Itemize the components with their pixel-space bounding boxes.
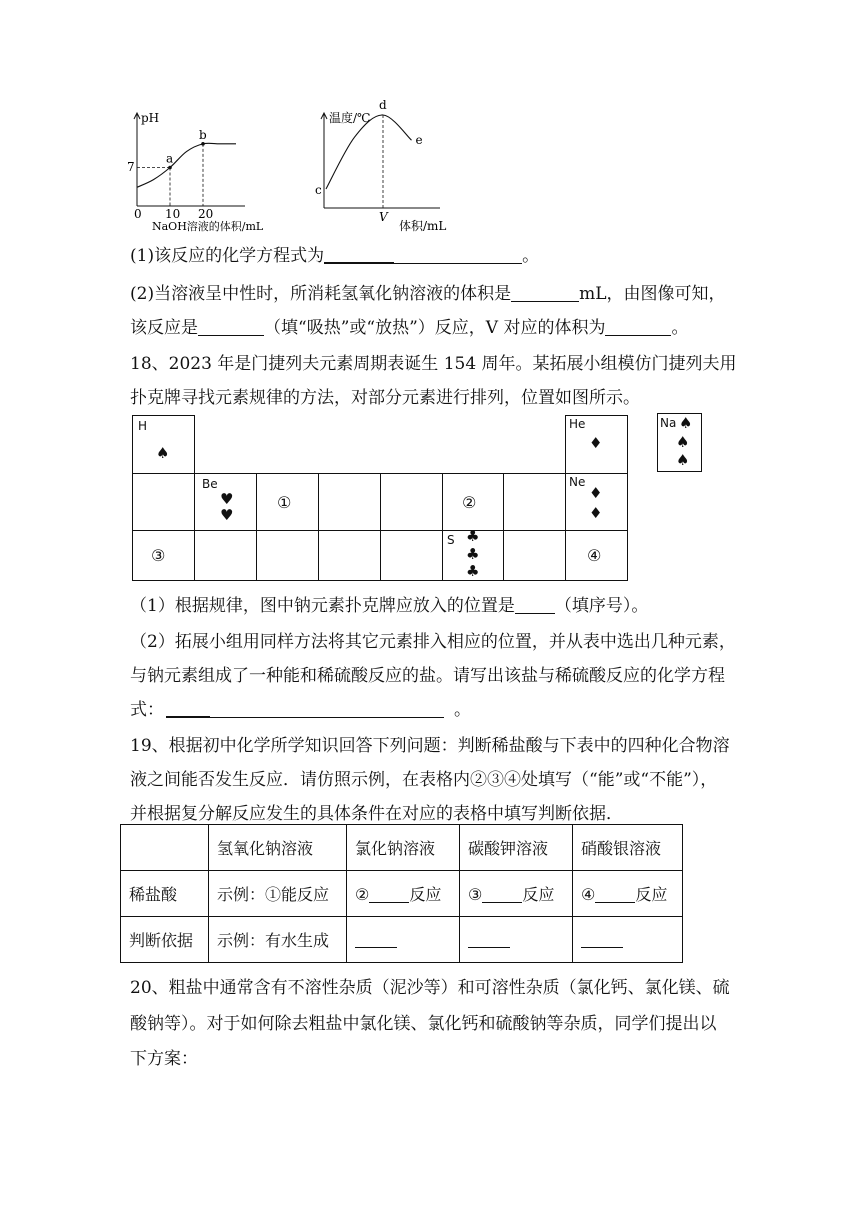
cell-position-3 xyxy=(132,530,195,581)
temp-x-label: 体积/mL xyxy=(399,219,447,233)
basis-cell-2 xyxy=(347,917,460,963)
cell-r2-c5 xyxy=(380,473,443,531)
answer-blank-2[interactable] xyxy=(369,902,409,903)
ph-point-label-a: a xyxy=(166,151,174,166)
symbol-na: Na xyxy=(660,416,677,430)
club-icon: ♣ xyxy=(466,562,480,580)
header-cell: 氢氧化钠溶液 xyxy=(209,825,347,871)
ph-point-a xyxy=(168,166,172,170)
basis-blank-4[interactable] xyxy=(581,947,623,948)
temp-y-label: 温度/℃ xyxy=(329,111,371,125)
card-helium xyxy=(565,415,628,474)
ph-chart xyxy=(125,108,295,233)
spade-icon: ♠ xyxy=(679,414,693,432)
q18-equation-blank-a[interactable] xyxy=(166,716,210,718)
q17-answer-blank-1b[interactable] xyxy=(394,263,522,264)
header-cell-empty xyxy=(121,825,209,871)
ph-x-label: NaOH溶液的体积/mL xyxy=(152,220,264,233)
q18-position-blank[interactable] xyxy=(515,613,555,614)
header-cell: 碳酸钾溶液 xyxy=(460,825,573,871)
example-cell: 示例：①能反应 xyxy=(209,871,347,917)
q17-v-blank[interactable] xyxy=(605,335,671,336)
table-row xyxy=(121,917,683,963)
header-cell: 氯化钠溶液 xyxy=(347,825,460,871)
position-marker-3: ③ xyxy=(151,546,166,565)
q17-volume-blank[interactable] xyxy=(511,301,579,302)
cell-r2-c1 xyxy=(132,473,195,531)
q17-part2-line1: (2)当溶液呈中性时，所消耗氢氧化钠溶液的体积是 mL，由图像可知， xyxy=(130,284,726,304)
ph-point-b xyxy=(201,142,205,146)
card-sodium xyxy=(657,413,702,472)
q17-heat-blank[interactable] xyxy=(198,335,264,336)
q19-intro-line2: 液之间能否发生反应．请仿照示例，在表格内②③④处填写（“能”或“不能”）， xyxy=(130,770,718,790)
symbol-ne: Ne xyxy=(569,475,586,489)
ph-point-label-b: b xyxy=(199,127,207,142)
temp-x-tick-v: V xyxy=(379,210,388,224)
q18-equation-blank-b[interactable] xyxy=(210,717,444,718)
position-marker-2: ② xyxy=(462,493,477,512)
header-cell: 硝酸银溶液 xyxy=(573,825,683,871)
position-marker-4: ④ xyxy=(587,546,602,565)
spade-icon: ♠ xyxy=(156,444,170,462)
heart-icon: ♥ xyxy=(220,506,234,524)
example-cell: 示例：有水生成 xyxy=(209,917,347,963)
q20-line1: 20、粗盐中通常含有不溶性杂质（泥沙等）和可溶性杂质（氯化钙、氯化镁、硫 xyxy=(130,978,730,998)
q18-part2-line3: 式： 。 xyxy=(130,700,471,720)
basis-blank-3[interactable] xyxy=(468,947,510,948)
q18-part2-line2: 与钠元素组成了一种能和稀硫酸反应的盐。请写出该盐与稀硫酸反应的化学方程 xyxy=(130,666,725,686)
cell-r3-c3 xyxy=(256,530,319,581)
symbol-he: He xyxy=(569,417,586,431)
ph-x-tick-20: 20 xyxy=(198,207,214,221)
ph-y-label: pH xyxy=(141,111,160,125)
card-neon xyxy=(565,473,628,531)
q18-intro-line2: 扑克牌寻找元素规律的方法，对部分元素进行排列，位置如图所示。 xyxy=(130,388,640,408)
ph-x-tick-10: 10 xyxy=(165,207,181,221)
cell-r2-c4 xyxy=(318,473,381,531)
spade-icon: ♠ xyxy=(676,433,690,451)
row-label: 稀盐酸 xyxy=(121,871,209,917)
diamond-icon: ♦ xyxy=(589,434,603,452)
q17-answer-blank-1a[interactable] xyxy=(324,262,394,264)
q18-intro-line1: 18、2023 年是门捷列夫元素周期表诞生 154 周年。某拓展小组模仿门捷列夫用 xyxy=(130,354,737,374)
temp-point-label-e: e xyxy=(415,133,423,148)
spade-icon: ♠ xyxy=(676,451,690,469)
ph-y-tick-7: 7 xyxy=(127,160,135,174)
q17-part1: (1)该反应的化学方程式为 。 xyxy=(130,246,540,266)
reaction-table xyxy=(120,824,683,963)
q17-part2-line2: 该反应是 （填“吸热”或“放热”）反应，V 对应的体积为 。 xyxy=(130,318,689,338)
ph-curve xyxy=(137,143,236,187)
temp-curve xyxy=(326,115,412,189)
answer-cell-4: ④ 反应 xyxy=(573,871,683,917)
diamond-icon: ♦ xyxy=(589,484,603,502)
heart-icon: ♥ xyxy=(220,490,234,508)
q20-line2: 酸钠等）。对于如何除去粗盐中氯化镁、氯化钙和硫酸钠等杂质，同学们提出以 xyxy=(130,1014,717,1034)
cell-r2-c7 xyxy=(503,473,566,531)
q18-part2-line1: （2）拓展小组用同样方法将其它元素排入相应的位置，并从表中选出几种元素， xyxy=(130,632,736,652)
answer-cell-2: ② 反应 xyxy=(347,871,460,917)
club-icon: ♣ xyxy=(466,545,480,563)
answer-blank-3[interactable] xyxy=(482,902,522,903)
symbol-s: S xyxy=(447,533,455,547)
table-header-row xyxy=(121,825,683,871)
row-label: 判断依据 xyxy=(121,917,209,963)
cell-r3-c7 xyxy=(503,530,566,581)
temp-point-label-c: c xyxy=(315,183,322,197)
club-icon: ♣ xyxy=(466,527,480,545)
cell-r3-c4 xyxy=(318,530,381,581)
ph-x-tick-0: 0 xyxy=(134,207,142,221)
diamond-icon: ♦ xyxy=(589,504,603,522)
q20-line3: 下方案： xyxy=(130,1049,198,1069)
q19-intro-line3: 并根据复分解反应发生的具体条件在对应的表格中填写判断依据． xyxy=(130,804,623,824)
basis-cell-3 xyxy=(460,917,573,963)
cell-r3-c2 xyxy=(194,530,257,581)
card-beryllium xyxy=(194,473,257,531)
table-row xyxy=(121,871,683,917)
position-marker-1: ① xyxy=(277,493,292,512)
cell-position-1 xyxy=(256,473,319,531)
answer-cell-3: ③ 反应 xyxy=(460,871,573,917)
card-sulfur xyxy=(442,527,504,581)
q19-intro-line1: 19、根据初中化学所学知识回答下列问题：判断稀盐酸与下表中的四种化合物溶 xyxy=(130,736,730,756)
cell-r3-c5 xyxy=(380,530,443,581)
answer-blank-4[interactable] xyxy=(595,902,635,903)
card-hydrogen xyxy=(132,415,195,474)
cell-position-4 xyxy=(565,530,628,581)
basis-blank-2[interactable] xyxy=(355,947,397,948)
symbol-h: H xyxy=(138,419,148,433)
symbol-be: Be xyxy=(202,477,218,491)
q18-part1: （1）根据规律，图中钠元素扑克牌应放入的位置是 （填序号）。 xyxy=(130,596,649,616)
basis-cell-4 xyxy=(573,917,683,963)
cell-position-2 xyxy=(442,473,504,531)
temperature-chart xyxy=(312,98,462,233)
temp-point-label-d: d xyxy=(379,98,387,112)
